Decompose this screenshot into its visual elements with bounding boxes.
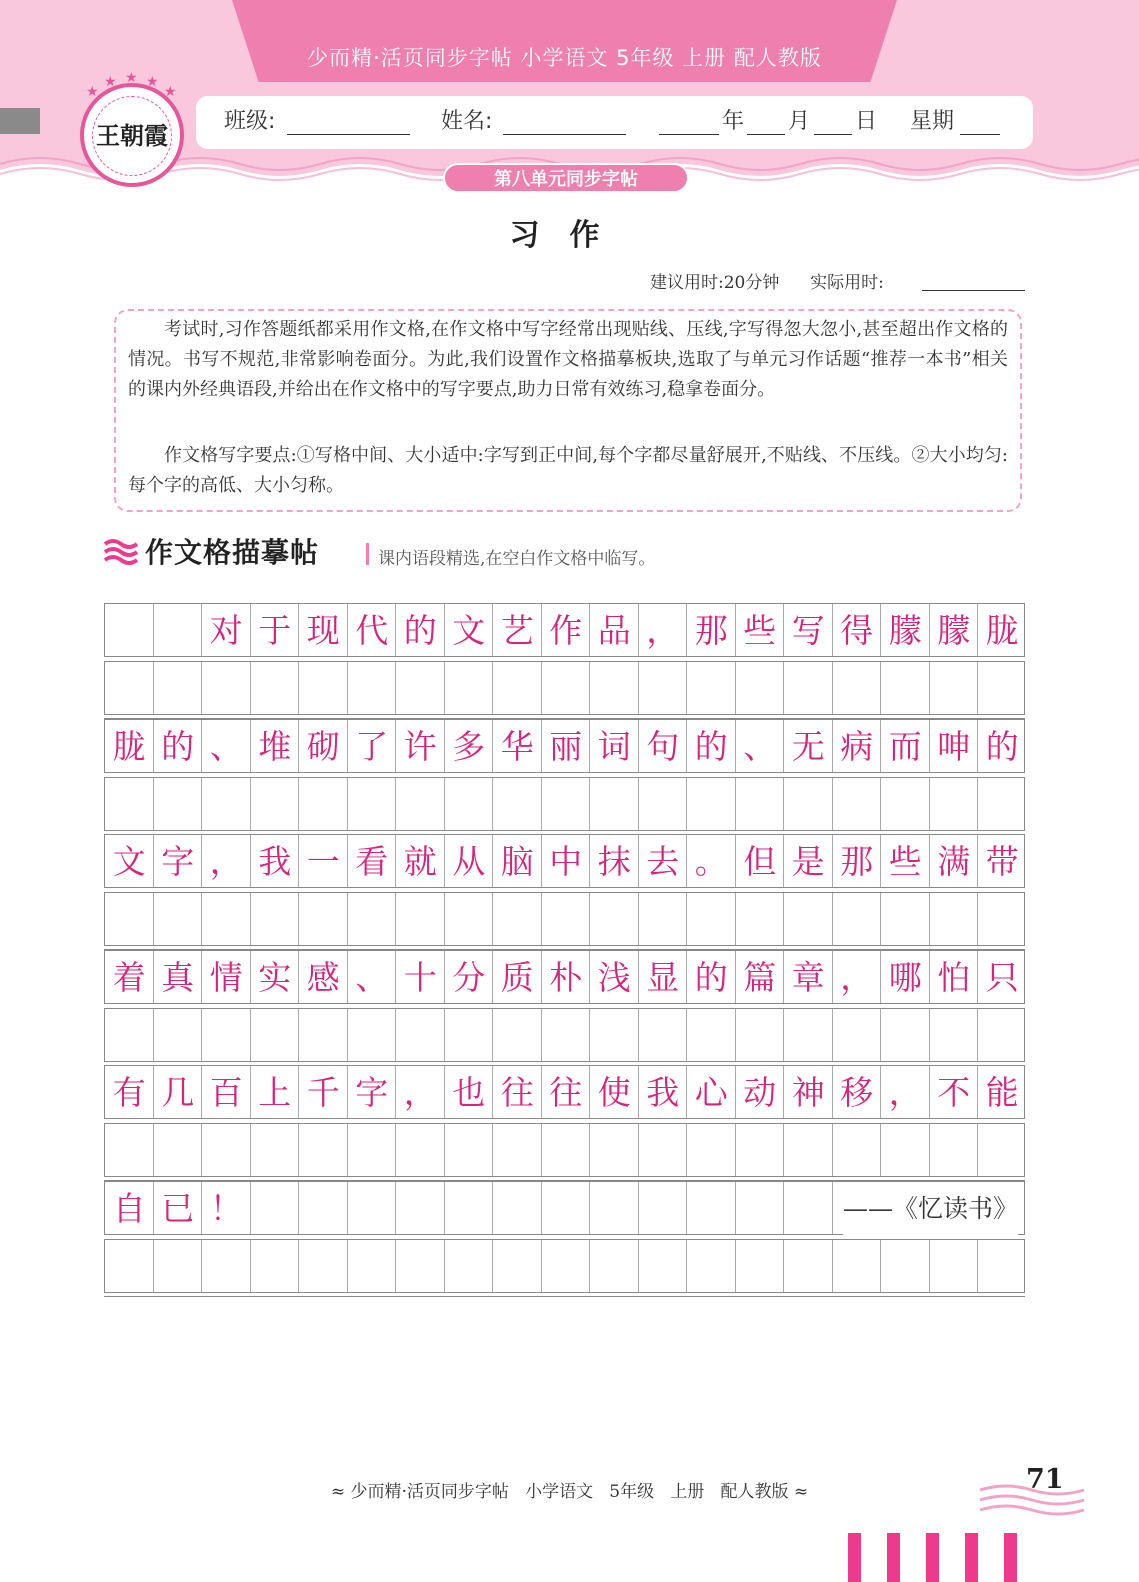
grid-cell[interactable] (202, 1009, 251, 1061)
trace-character: ， (888, 1073, 922, 1112)
grid-cell[interactable] (105, 1009, 154, 1061)
page-number: 71 (1026, 1464, 1064, 1495)
trace-character: 也 (452, 1073, 486, 1112)
grid-cell (493, 1182, 542, 1234)
grid-cell[interactable] (736, 1240, 785, 1292)
grid-cell[interactable] (299, 778, 348, 830)
trace-character: 着 (112, 957, 146, 997)
grid-cell[interactable] (736, 1009, 785, 1061)
decorative-stripe (1004, 1533, 1017, 1582)
trace-character: 神 (791, 1073, 825, 1112)
grid-cell[interactable] (105, 1240, 154, 1292)
trace-character: 怕 (937, 957, 971, 997)
trace-character: 些 (743, 611, 777, 650)
trace-character: 动 (743, 1073, 777, 1112)
grid-cell[interactable] (154, 662, 203, 714)
trace-character: 的 (985, 726, 1019, 766)
trace-character: 、 (743, 726, 777, 766)
trace-character: 堆 (258, 726, 292, 766)
grid-cell[interactable] (396, 1240, 445, 1292)
grid-cell[interactable] (251, 1240, 300, 1292)
grid-cell[interactable] (348, 662, 397, 714)
grid-cell[interactable] (639, 662, 688, 714)
grid-cell[interactable] (930, 893, 979, 945)
actual-time-blank[interactable] (922, 290, 1025, 291)
grid-cell[interactable] (542, 1009, 591, 1061)
trace-character: 句 (646, 726, 680, 766)
grid-cell[interactable] (881, 1009, 930, 1061)
grid-cell[interactable] (784, 893, 833, 945)
grid-cell[interactable] (251, 662, 300, 714)
grid-cell[interactable] (542, 662, 591, 714)
trace-row (104, 950, 1025, 1004)
decorative-stripe (965, 1533, 978, 1582)
trace-character: ， (646, 611, 680, 650)
weekday-label: 星期 (910, 109, 955, 134)
grid-cell[interactable] (299, 1009, 348, 1061)
practice-row (104, 1008, 1025, 1062)
grid-cell[interactable] (590, 662, 639, 714)
trace-character: 章 (791, 957, 825, 997)
grid-cell[interactable] (299, 893, 348, 945)
name-label: 姓名: (441, 109, 493, 134)
grid-cell[interactable] (639, 1240, 688, 1292)
grid-cell[interactable] (202, 662, 251, 714)
grid-cell[interactable] (154, 893, 203, 945)
trace-character: 往 (549, 1073, 583, 1112)
trace-character: 使 (597, 1073, 631, 1112)
grid-cell[interactable] (445, 662, 494, 714)
grid-cell[interactable] (493, 1009, 542, 1061)
grid-cell[interactable] (542, 1124, 591, 1176)
trace-character: ， (840, 957, 874, 997)
star-icon: ★ (146, 74, 159, 90)
trace-character: 那 (694, 611, 728, 650)
trace-character: 百 (209, 1073, 243, 1112)
trace-character: 情 (209, 957, 243, 997)
brand-logo-text: 王朝霞 (96, 121, 168, 150)
grid-cell[interactable] (881, 1240, 930, 1292)
student-info-bar (196, 96, 1033, 149)
star-icon: ★ (125, 70, 138, 86)
trace-character: 只 (985, 957, 1019, 997)
grid-cell[interactable] (348, 778, 397, 830)
trace-character: 浅 (597, 957, 631, 997)
grid-cell[interactable] (590, 893, 639, 945)
trace-character: 朦 (937, 611, 971, 650)
trace-row (104, 1065, 1025, 1119)
trace-character: 词 (597, 726, 631, 766)
grid-cell[interactable] (105, 1124, 154, 1176)
grid-cell[interactable] (590, 1124, 639, 1176)
trace-character: 写 (791, 611, 825, 650)
grid-cell[interactable] (154, 1240, 203, 1292)
trace-character: 从 (452, 842, 486, 881)
grid-cell[interactable] (881, 1124, 930, 1176)
grid-cell[interactable] (736, 778, 785, 830)
grid-cell[interactable] (542, 778, 591, 830)
grid-cell[interactable] (251, 1009, 300, 1061)
wave-icon (103, 536, 139, 566)
grid-cell[interactable] (396, 1124, 445, 1176)
section-subtitle: 课内语段精选,在空白作文格中临写。 (378, 549, 656, 569)
grid-cell (299, 1182, 348, 1234)
trace-character: 哪 (888, 957, 922, 997)
trace-character: 我 (258, 842, 292, 881)
trace-row (104, 834, 1025, 888)
grid-cell[interactable] (930, 1240, 979, 1292)
grid-cell[interactable] (687, 662, 736, 714)
class-label: 班级: (224, 109, 276, 134)
trace-character: 篇 (743, 957, 777, 997)
trace-character: 一 (306, 842, 340, 881)
grid-cell[interactable] (251, 1124, 300, 1176)
trace-character: 于 (258, 611, 292, 650)
grid-cell[interactable] (105, 893, 154, 945)
grid-cell (445, 1182, 494, 1234)
trace-character: 丽 (549, 726, 583, 766)
grid-cell[interactable] (105, 662, 154, 714)
month-blank[interactable] (747, 134, 785, 135)
trace-character: 几 (161, 1073, 195, 1112)
trace-row (104, 719, 1025, 773)
grid-cell[interactable] (930, 1009, 979, 1061)
name-blank[interactable] (503, 134, 626, 135)
trace-character: 不 (937, 1073, 971, 1112)
trace-character: 作 (549, 611, 583, 650)
grid-cell[interactable] (299, 1240, 348, 1292)
grid-cell[interactable] (687, 1240, 736, 1292)
grid-cell[interactable] (784, 1124, 833, 1176)
day-blank[interactable] (814, 134, 852, 135)
trace-character: 实 (258, 957, 292, 997)
trace-character: 往 (500, 1073, 534, 1112)
grid-cell[interactable] (590, 1009, 639, 1061)
trace-character: 些 (888, 842, 922, 881)
grid-cell[interactable] (687, 1009, 736, 1061)
grid-cell[interactable] (396, 662, 445, 714)
grid-cell[interactable] (396, 1009, 445, 1061)
decorative-stripe (887, 1533, 900, 1582)
grid-cell[interactable] (784, 1240, 833, 1292)
trace-character: 真 (161, 957, 195, 997)
grid-cell[interactable] (154, 1009, 203, 1061)
grid-cell[interactable] (833, 1240, 882, 1292)
trace-character: 、 (209, 726, 243, 766)
trace-character: 多 (452, 726, 486, 766)
trace-character: 抹 (597, 842, 631, 881)
trace-character: 有 (112, 1073, 146, 1112)
trace-character: 了 (355, 726, 389, 766)
trace-character: 带 (985, 842, 1019, 881)
grid-cell[interactable] (299, 1124, 348, 1176)
trace-character: 、 (355, 957, 389, 997)
writing-tips-paragraph: 作文格写字要点:①写格中间、大小适中:字写到正中间,每个字都尽量舒展开,不贴线、不压线。②大小均匀:每个字的高低、大小匀称。 (128, 445, 1008, 496)
grid-cell[interactable] (348, 1240, 397, 1292)
grid-cell[interactable] (202, 893, 251, 945)
grid-cell[interactable] (736, 1124, 785, 1176)
grid-cell[interactable] (687, 893, 736, 945)
trace-character: 华 (500, 726, 534, 766)
grid-cell[interactable] (542, 1240, 591, 1292)
trace-character: 满 (937, 842, 971, 881)
trace-character: 现 (306, 611, 340, 650)
practice-row (104, 777, 1025, 831)
decorative-stripe (848, 1533, 861, 1582)
year-blank[interactable] (659, 134, 719, 135)
grid-cell[interactable] (881, 662, 930, 714)
row-separator (104, 1296, 1025, 1297)
grid-cell[interactable] (445, 893, 494, 945)
grid-cell (639, 1182, 688, 1234)
grid-cell[interactable] (736, 893, 785, 945)
grid-cell[interactable] (396, 893, 445, 945)
grid-cell[interactable] (687, 1124, 736, 1176)
grid-cell[interactable] (202, 778, 251, 830)
trace-character: 脑 (500, 842, 534, 881)
trace-character: 是 (791, 842, 825, 881)
grid-cell (784, 1182, 833, 1234)
grid-cell (348, 1182, 397, 1234)
trace-character: 朴 (549, 957, 583, 997)
grid-cell[interactable] (930, 778, 979, 830)
grid-cell (154, 604, 203, 656)
trace-character: 文 (452, 611, 486, 650)
grid-cell[interactable] (445, 778, 494, 830)
grid-cell (105, 604, 154, 656)
grid-cell (251, 1182, 300, 1234)
class-blank[interactable] (287, 134, 410, 135)
trace-row (104, 1181, 1025, 1235)
trace-character: 胧 (985, 611, 1019, 650)
trace-character: 的 (403, 611, 437, 650)
grid-cell[interactable] (590, 778, 639, 830)
trace-character: 自 (112, 1188, 146, 1228)
instruction-paragraph: 考试时,习作答题纸都采用作文格,在作文格中写字经常出现贴线、压线,字写得忽大忽小,甚至超出作文格的情况。书写不规范,非常影响卷面分。为此,我们设置作文格描摹板块,选取了与单元习作话题“推荐一本书”相关的课内外经典语段,并给出在作文格中的写字要点,助力日常有效练习,稳拿卷面分。 (128, 319, 1008, 400)
trace-character: 许 (403, 726, 437, 766)
trace-character: 得 (840, 611, 874, 650)
grid-cell[interactable] (348, 1009, 397, 1061)
trace-character: 对 (209, 611, 243, 650)
decorative-stripe (926, 1533, 939, 1582)
grid-cell[interactable] (299, 662, 348, 714)
trace-character: 呻 (937, 726, 971, 766)
grid-cell[interactable] (445, 1124, 494, 1176)
trace-character: 显 (646, 957, 680, 997)
grid-cell[interactable] (639, 1009, 688, 1061)
grid-cell[interactable] (493, 662, 542, 714)
trace-character: ， (209, 842, 243, 881)
page-edge-tab (0, 108, 40, 134)
star-icon: ★ (164, 84, 177, 100)
trace-character: 看 (355, 842, 389, 881)
trace-character: 我 (646, 1073, 680, 1112)
grid-cell[interactable] (154, 778, 203, 830)
star-icon: ★ (104, 74, 117, 90)
trace-character: 感 (306, 957, 340, 997)
grid-cell[interactable] (202, 1124, 251, 1176)
unit-label: 第八单元同步字帖 (494, 169, 638, 190)
time-info (650, 268, 884, 293)
page-title: 习作 (509, 218, 630, 253)
grid-cell[interactable] (493, 778, 542, 830)
trace-character: ， (403, 1073, 437, 1112)
trace-character: 能 (985, 1073, 1019, 1112)
trace-character: 而 (888, 726, 922, 766)
trace-character: 已 (161, 1188, 195, 1228)
grid-cell[interactable] (881, 893, 930, 945)
trace-character: 的 (694, 726, 728, 766)
trace-character: 十 (403, 957, 437, 997)
trace-character: 病 (840, 726, 874, 766)
trace-character: 的 (161, 726, 195, 766)
trace-character: 移 (840, 1073, 874, 1112)
grid-cell (396, 1182, 445, 1234)
trace-character: 无 (791, 726, 825, 766)
trace-character: 就 (403, 842, 437, 881)
month-label: 月 (788, 109, 811, 134)
trace-row (104, 603, 1025, 657)
trace-character: 字 (161, 842, 195, 881)
grid-cell[interactable] (784, 662, 833, 714)
grid-cell[interactable] (639, 893, 688, 945)
grid-cell[interactable] (833, 662, 882, 714)
grid-cell[interactable] (930, 662, 979, 714)
grid-cell (590, 1182, 639, 1234)
grid-cell (687, 1182, 736, 1234)
grid-cell[interactable] (881, 778, 930, 830)
trace-character: 分 (452, 957, 486, 997)
grid-cell[interactable] (493, 893, 542, 945)
trace-character: 胧 (112, 726, 146, 766)
grid-cell[interactable] (493, 1240, 542, 1292)
grid-cell[interactable] (105, 778, 154, 830)
year-label: 年 (722, 109, 745, 134)
grid-cell[interactable] (784, 1009, 833, 1061)
section-divider (366, 543, 369, 565)
day-label: 日 (855, 109, 878, 134)
grid-cell[interactable] (396, 778, 445, 830)
trace-character: 质 (500, 957, 534, 997)
trace-character: 的 (694, 957, 728, 997)
grid-cell[interactable] (348, 893, 397, 945)
grid-cell[interactable] (542, 893, 591, 945)
practice-row (104, 661, 1025, 715)
trace-character: 。 (694, 842, 728, 881)
grid-cell[interactable] (736, 662, 785, 714)
trace-character: 砌 (306, 726, 340, 766)
grid-cell[interactable] (445, 1240, 494, 1292)
source-citation: ——《忆读书》 (843, 1182, 1018, 1236)
trace-character: 朦 (888, 611, 922, 650)
trace-character: 代 (355, 611, 389, 650)
trace-character: 那 (840, 842, 874, 881)
series-title: 少而精·活页同步字帖 小学语文 5年级 上册 配人教版 (307, 46, 822, 70)
trace-character: 上 (258, 1073, 292, 1112)
practice-row (104, 1123, 1025, 1177)
grid-cell[interactable] (687, 778, 736, 830)
grid-cell[interactable] (833, 1009, 882, 1061)
grid-cell[interactable] (348, 1124, 397, 1176)
trace-character: 去 (646, 842, 680, 881)
practice-row (104, 892, 1025, 946)
trace-character: 心 (694, 1073, 728, 1112)
footer-text: ≈ 少而精·活页同步字帖 小学语文 5年级 上册 配人教版 ≈ (330, 1482, 809, 1502)
grid-cell[interactable] (251, 778, 300, 830)
trace-character: 中 (549, 842, 583, 881)
grid-cell[interactable] (833, 778, 882, 830)
grid-cell (542, 1182, 591, 1234)
trace-character: 但 (743, 842, 777, 881)
weekday-blank[interactable] (960, 134, 1000, 135)
grid-cell[interactable] (493, 1124, 542, 1176)
trace-character: 千 (306, 1073, 340, 1112)
practice-row (104, 1239, 1025, 1293)
actual-time-label: 实际用时: (810, 273, 884, 293)
star-icon: ★ (86, 84, 99, 100)
grid-cell[interactable] (930, 1124, 979, 1176)
grid-cell[interactable] (639, 1124, 688, 1176)
trace-character: 艺 (500, 611, 534, 650)
grid-cell[interactable] (251, 893, 300, 945)
trace-character: 文 (112, 842, 146, 881)
suggested-time: 建议用时:20分钟 (650, 273, 780, 293)
grid-cell[interactable] (784, 778, 833, 830)
grid-cell[interactable] (445, 1009, 494, 1061)
trace-character: 字 (355, 1073, 389, 1112)
grid-cell[interactable] (833, 893, 882, 945)
grid-cell (736, 1182, 785, 1234)
grid-cell[interactable] (590, 1240, 639, 1292)
trace-character: 品 (597, 611, 631, 650)
section-title: 作文格描摹帖 (145, 536, 320, 569)
grid-cell[interactable] (202, 1240, 251, 1292)
trace-character: ！ (209, 1188, 243, 1228)
grid-cell[interactable] (833, 1124, 882, 1176)
grid-cell[interactable] (154, 1124, 203, 1176)
grid-cell[interactable] (639, 778, 688, 830)
